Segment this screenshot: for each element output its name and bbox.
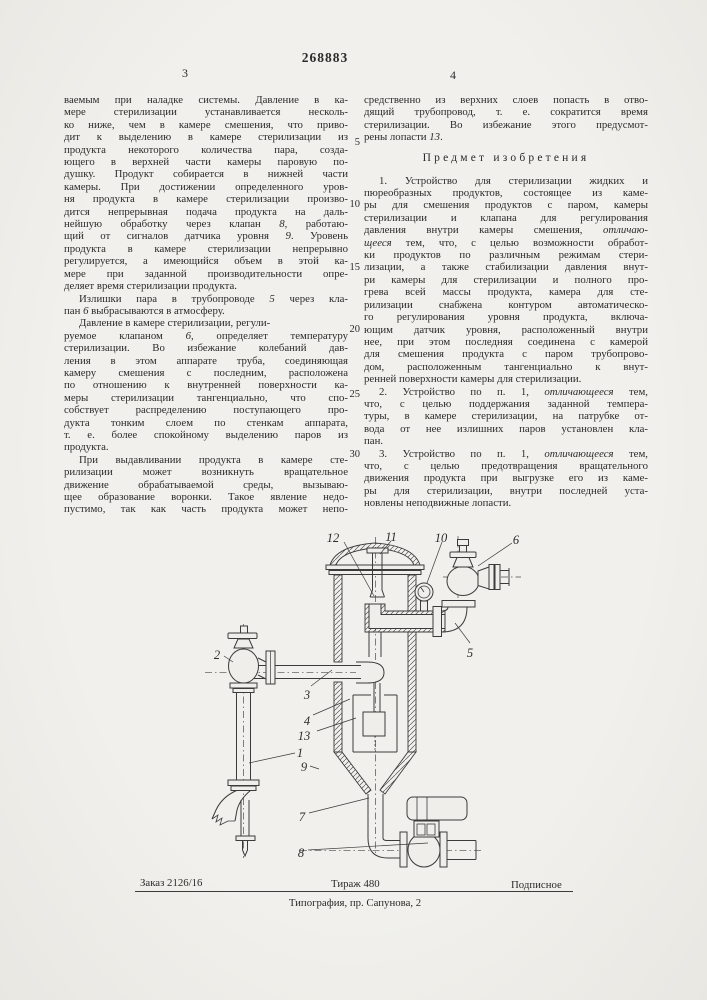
text-line: движение обрабатываемой среды, вызываю- [64,478,348,491]
text-line: дит к выделению в камере стерилизации из [64,131,348,144]
label-leader-line [309,798,369,813]
text-line: нее, при этом последняя соединена с камерой [364,335,648,348]
gutter-line-number: 20 [349,324,360,335]
figure-part-number: 1 [296,746,304,760]
text-line: пан 6 выбрасываются в атмосферу. [64,304,225,317]
text-line: т. е. более спокойному выделению паров из [64,428,348,441]
text-line: дом, расположенным тангенциально к внут- [364,360,648,373]
text-line: ры для смешения продуктов с паром, камеры [364,199,648,212]
text-line: ня продукта в камере стерилизации произво- [64,193,348,206]
label-leader-line [478,543,512,566]
page-number-left: 3 [182,66,188,80]
text-line: стерилизации. Во избежание этого предусмот- [364,118,648,131]
text-line: руемое клапаном 6, определяет температуру [64,329,348,342]
figure-part-number: 10 [434,531,448,545]
text-line: ры для стерилизации, внутри последней уста- [364,484,648,497]
text-line: собствует распределению поступающего про- [64,404,348,417]
text-line: рилизации снабжена контуром автоматическо- [364,298,648,311]
text-line: дукта тонким слоем по стенкам аппарата, [64,416,348,429]
text-line: нейшую обработку через клапан 8, работаю- [64,218,348,231]
text-line: ющим датчик уровня, расположенный внутри [364,323,648,336]
text-line: ри камеры для стерилизации и полного про- [364,273,648,286]
text-line: мере стерилизации устанавливается несколь- [64,106,348,119]
text-line: рены лопасти 13. [364,131,443,144]
text-line: меры стерилизации тангенциально, что спо- [64,391,348,404]
text-line: что, с целью предотвращения вращательного [364,459,648,472]
text-line: дящий трубопровод, т. е. сократится время [364,106,648,119]
text-line: го регулирования уровня продукта, включа- [364,311,648,324]
text-line: грева всей массы продукта, камера для сте- [364,286,648,299]
figure-part-number: 6 [512,533,520,547]
gutter-line-number: 30 [349,449,360,460]
text-line: ления в этом аппарате труба, соединяющая [64,354,348,367]
right-text-column [364,94,648,510]
footer-printing-house: Типография, пр. Сапунова, 2 [288,897,422,909]
label-leader-line [455,623,470,643]
section-heading: Предмет изобретения [422,151,590,164]
vessel-drawing [212,540,509,868]
figure-part-number: 7 [298,810,306,824]
text-line: 2. Устройство по п. 1, отличающееся тем, [379,385,648,398]
label-leader-line [310,766,319,769]
text-line: вода от нее излишних паров установлен кла- [364,422,648,435]
figure-part-number: 3 [303,688,311,702]
text-line: средственно из верхних слоев попасть в отво- [364,94,648,106]
label-leader-line [427,542,442,583]
text-line: давления внутри камеры смешения, отличаю- [364,224,648,237]
text-line: продукта некоторого количества пара, созда- [64,143,348,156]
text-line: душку. Продукт собирается в нижней части [64,168,348,181]
text-line: щий от сигналов датчика уровня 9. Уровень [64,230,349,243]
text-line: движения продукта при выгрузке его из каме- [364,472,648,485]
text-line: ки продуктов по различным режимам стери- [364,249,648,262]
left-text-column [64,94,348,516]
text-line: стерилизации и клапана для регулирования [364,211,648,224]
text-line: новлены неподвижные лопасти. [364,497,512,510]
text-line: ренней поверхности камеры для стерилизации. [364,373,582,386]
text-line: щее образование воронки. Такое явление недо- [64,491,348,503]
text-line: по отношению к внутренней поверхности ка- [64,379,348,392]
text-line: пустимо, так как часть продукта может непо- [64,503,348,516]
figure-part-number: 13 [297,729,311,743]
figure-part-number: 8 [297,846,305,860]
figure-part-number: 9 [300,760,308,774]
text-line: рилизации может возникнуть вращательное [64,466,348,479]
text-line: камеры. При достижении определенного уров- [64,180,348,193]
gutter-line-number: 25 [349,389,360,400]
figure-part-number: 5 [466,646,474,660]
gutter-line-number: 5 [354,137,360,148]
footer-print-run: Тираж 480 [331,878,380,890]
text-line: что, с целью поддержания заданной темпера- [364,397,648,410]
text-line: регулируется, а имеющийся объем в этой ка- [64,255,348,268]
footer-order-number: Заказ 2126/16 [140,877,203,889]
text-line: лизации, а также стабилизации давления внут- [364,261,648,274]
text-line: Давление в камере стерилизации, регули- [79,317,271,330]
text-line: ваемым при наладке системы. Давление в ка- [64,94,348,106]
gutter-line-number: 10 [349,199,360,210]
figure-part-number: 11 [385,530,397,544]
text-line: туры, в камере стерилизации, на патрубке от- [364,410,648,423]
text-line: При выдавливании продукта в камере сте- [79,453,348,466]
text-line: мере при заданной производительности опре- [64,267,348,280]
label-leader-line [313,699,350,715]
patent-number: 268883 [301,50,349,65]
text-line: 3. Устройство по п. 1, отличающееся тем, [379,447,648,460]
text-line: для смешения продукта с паром трубопрово- [364,348,648,361]
figure-part-number: 12 [326,531,340,545]
text-line: ющего в верхней части камеры паровую по- [64,156,348,169]
page-number-right: 4 [450,68,456,82]
footer-subscription: Подписное [511,879,562,891]
text-line: пан. [364,435,384,448]
footer-rule [135,891,573,892]
figure-part-number: 4 [303,714,311,728]
text-line: камеру смешения с последним, расположена [64,366,348,379]
text-line: продукта. [64,441,109,454]
text-line: деляет время стерилизации продукта. [64,280,237,293]
text-line: стерилизации. Во избежание колебаний дав- [64,342,348,355]
gutter-line-number: 15 [349,262,360,273]
text-line: ко ниже, чем в камере смешения, что приво- [64,118,348,131]
sterilizer-diagram [200,520,530,872]
text-line: 1. Устройство для стерилизации жидких и [379,174,648,187]
figure-part-number: 2 [213,648,221,662]
text-line: дится непрерывная подача продукта на даль- [64,205,348,218]
text-line: Излишки пара в трубопроводе 5 через кла- [79,292,348,305]
figure-technical-drawing [200,520,530,872]
text-line: щееся тем, что, с целью возможности обработ- [364,236,648,249]
text-line: продукта в камере стерилизации непрерывно [64,242,348,255]
text-line: пюреобразных продуктов, состоящее из каме- [364,187,648,200]
label-leader-line [249,753,295,763]
